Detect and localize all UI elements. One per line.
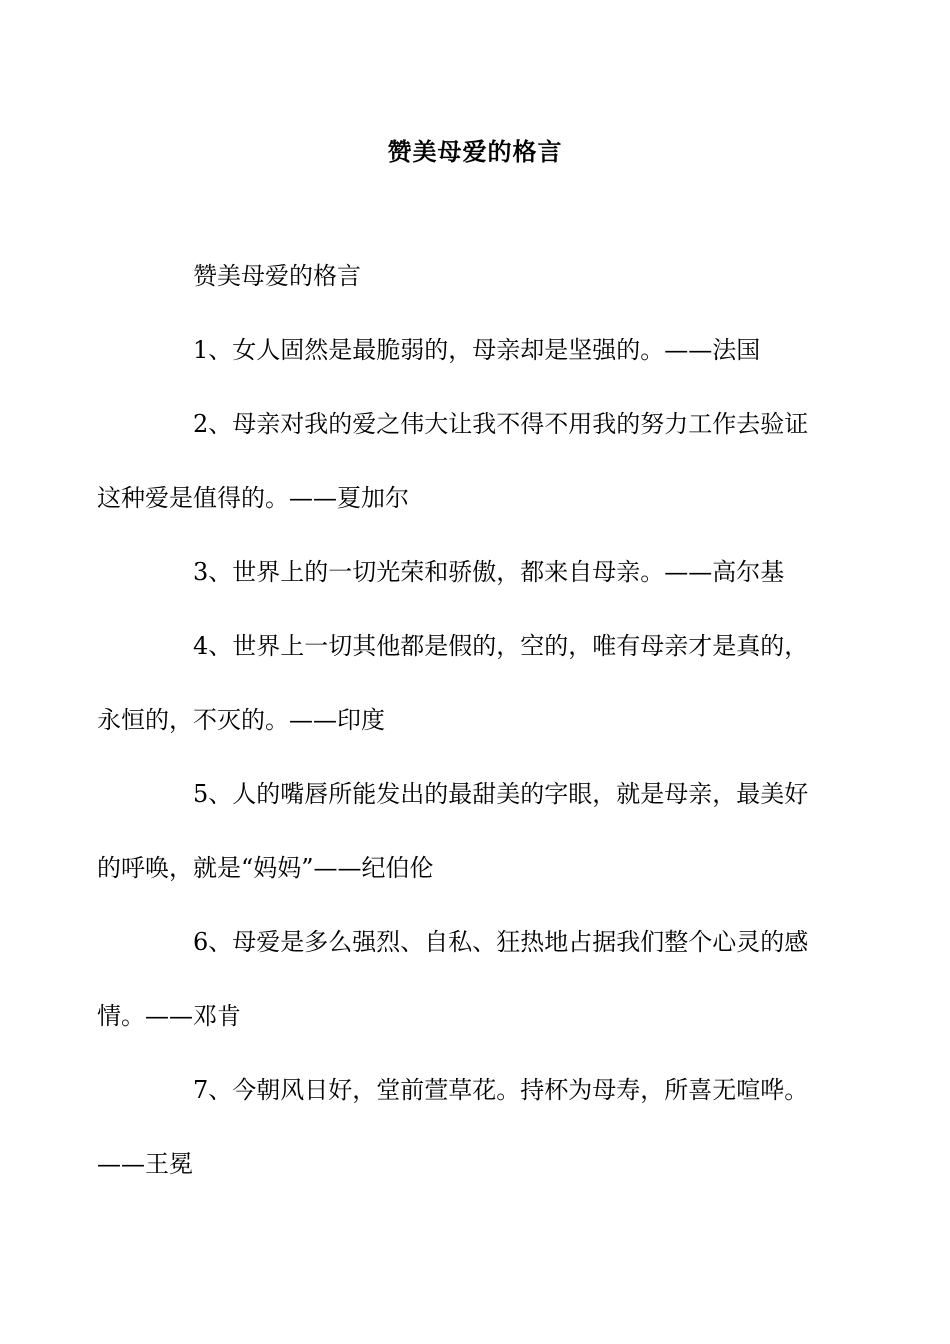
quote-paragraph-5	[97, 776, 810, 887]
quote-paragraph-7	[97, 1072, 810, 1183]
intro-text: 赞美母爱的格言	[193, 262, 361, 290]
quote-line-continued: 的呼唤，就是“妈妈”——纪伯伦	[97, 854, 434, 882]
quote-line-continued: 这种爱是值得的。——夏加尔	[97, 484, 409, 512]
document-title: 赞美母爱的格言	[387, 137, 563, 166]
quote-paragraph-4	[97, 628, 810, 739]
quote-line: 4、世界上一切其他都是假的，空的，唯有母亲才是真的，	[193, 632, 809, 660]
quote-paragraph-3	[145, 554, 810, 591]
quote-line-continued: 永恒的，不灭的。——印度	[97, 706, 385, 734]
quote-line-continued: 情。——邓肯	[97, 1002, 241, 1030]
quote-line: 3、世界上的一切光荣和骄傲，都来自母亲。——高尔基	[193, 558, 785, 586]
document-body	[97, 258, 810, 1220]
quote-line: 6、母爱是多么强烈、自私、狂热地占据我们整个心灵的感	[193, 928, 809, 956]
quote-paragraph-1	[145, 332, 810, 369]
quote-line: 1、女人固然是最脆弱的，母亲却是坚强的。——法国	[193, 336, 761, 364]
quote-paragraph-6	[97, 924, 810, 1035]
quote-line: 7、今朝风日好，堂前萱草花。持杯为母寿，所喜无喧哗。	[193, 1076, 809, 1104]
quote-paragraph-2	[97, 406, 810, 517]
intro-paragraph	[145, 258, 810, 295]
quote-line: 5、人的嘴唇所能发出的最甜美的字眼，就是母亲，最美好	[193, 780, 809, 808]
quote-line: 2、母亲对我的爱之伟大让我不得不用我的努力工作去验证	[193, 410, 809, 438]
quote-line-continued: ——王冕	[97, 1150, 193, 1178]
